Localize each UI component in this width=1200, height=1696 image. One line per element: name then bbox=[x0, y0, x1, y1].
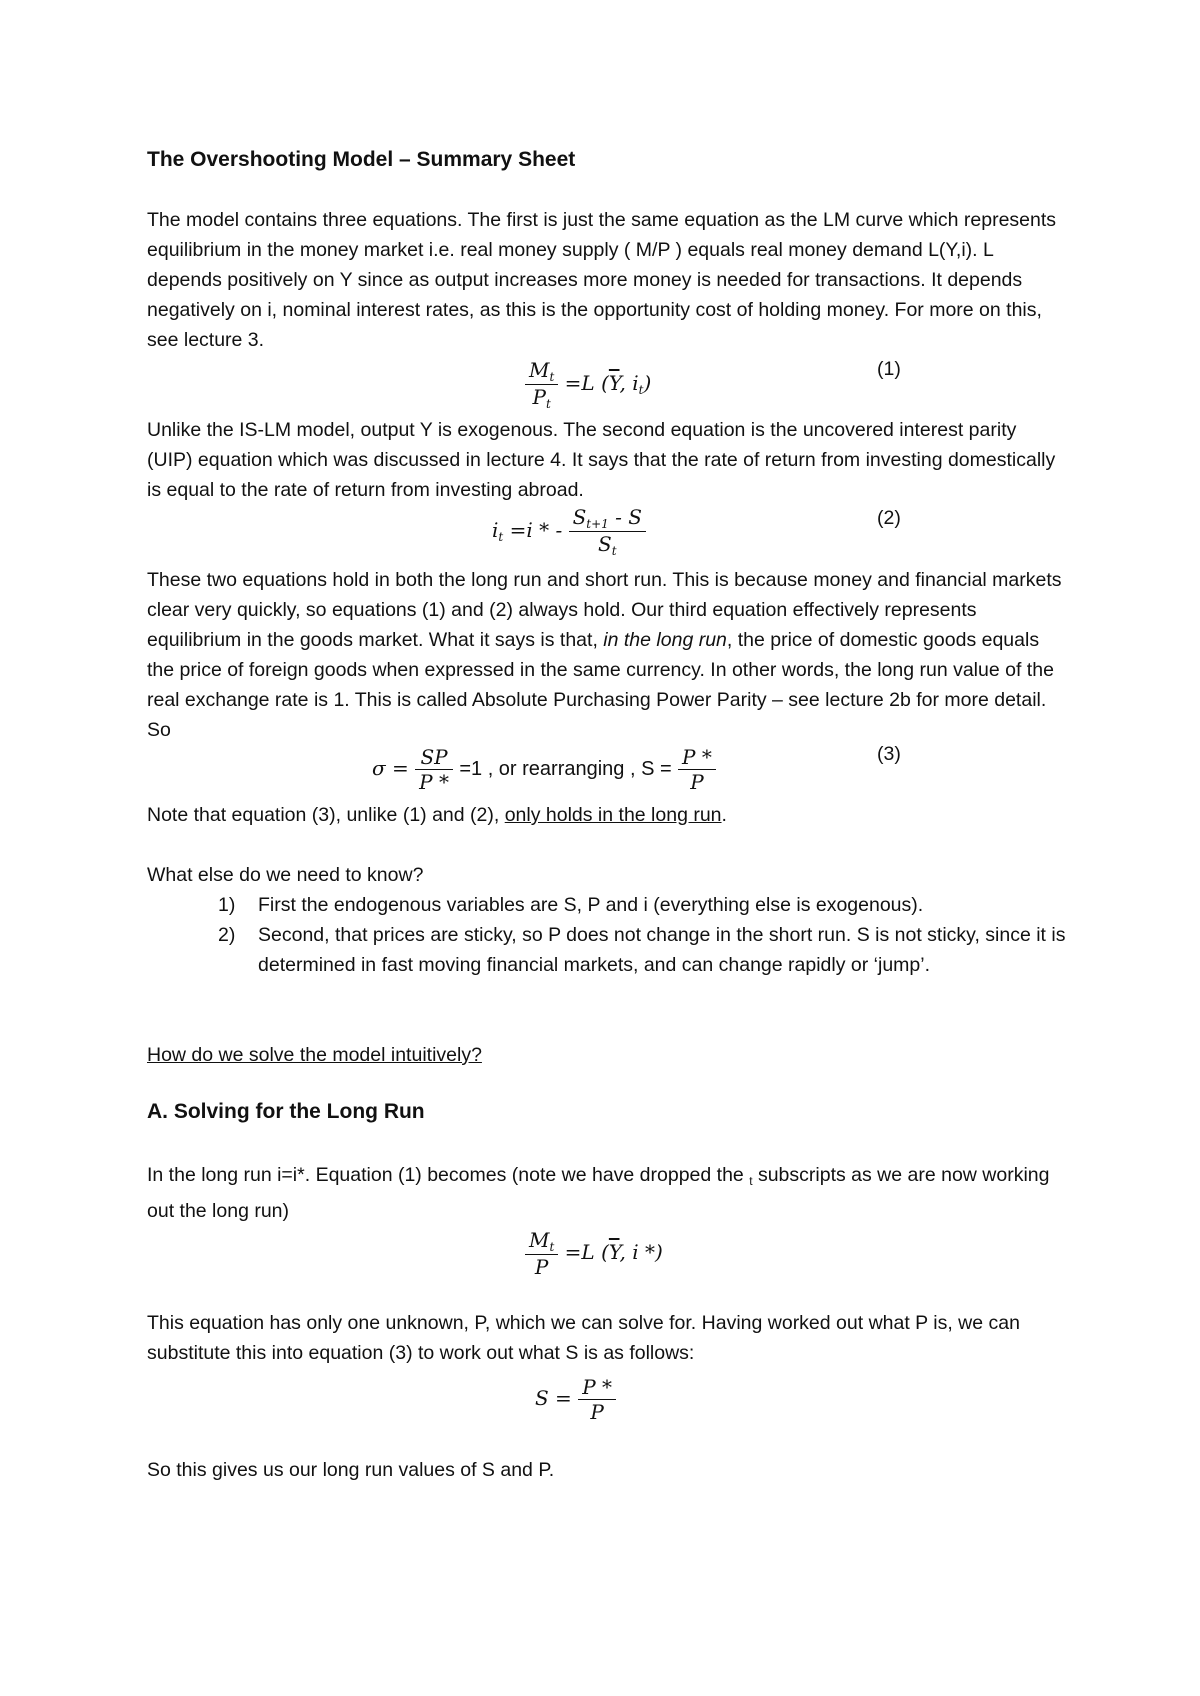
equation-3: σ = $\frac{SP}{P *}$ =1 , or rearranging , S = $\frac{P *}{P}$ bbox=[372, 745, 716, 794]
list-item: 1) First the endogenous variables are S, P and i (everything else is exogenous). bbox=[218, 894, 924, 916]
equation-1: $\frac{M_t}{P_t}$ =L ($\overline{Y}$, $i_t$) bbox=[525, 358, 651, 411]
question-paragraph: What else do we need to know? bbox=[147, 864, 424, 886]
equation-3-label: (3) bbox=[877, 743, 901, 765]
substitution-paragraph: This equation has only one unknown, P, which we can solve for. Having worked out what P is, we can substitute this into equation (3) to work out what S is as follows: bbox=[147, 1312, 1020, 1364]
eq3-fraction-1: $\frac{SP}{P *}$ bbox=[415, 745, 453, 794]
section-heading-a: A. Solving for the Long Run bbox=[147, 1100, 425, 1123]
equation-4: $\frac{M_t}{P}$ =L ($\overline{Y}$, i *) bbox=[525, 1228, 663, 1279]
eq5-fraction: $\frac{P *}{P}$ bbox=[578, 1375, 616, 1424]
list-item: 2) Second, that prices are sticky, so P does not change in the short run. S is not sticky, since it is determined in fast moving financial markets, and can change rapidly or ‘jump’. bbox=[218, 924, 1066, 976]
long-short-run-paragraph: These two equations hold in both the long run and short run. This is because money and financial markets clear very quickly, so equations (1) and (2) always hold. Our third equation effectively represents equilibrium in the goods market. What it says is that, in the long run, the price of domestic goods equals the price of foreign goods when expressed in the same currency. In other words, the long run value of the real exchange rate is 1. This is called Absolute Purchasing Power Parity – see lecture 2b for more detail. So bbox=[147, 569, 1062, 741]
intro-paragraph: The model contains three equations. The first is just the same equation as the LM curve which represents equilibrium in the money market i.e. real money supply ( M/P ) equals real money demand L(Y,i). L depends positively on Y since as output increases more money is needed for transactions. It depends negatively on i, nominal interest rates, as this is the opportunity cost of holding money. For more on this, see lecture 3. bbox=[147, 209, 1057, 351]
numbered-list bbox=[218, 890, 1078, 980]
equation-2: $i_t =i$ * - $\frac{S_{t+1} - S}{S_t}$ bbox=[492, 505, 646, 558]
eq3-fraction-2: $\frac{P *}{P}$ bbox=[678, 745, 716, 794]
eq4-fraction: $\frac{M_t}{P}$ bbox=[525, 1228, 558, 1279]
equation-2-label: (2) bbox=[877, 507, 901, 529]
solve-question: How do we solve the model intuitively? bbox=[147, 1044, 482, 1066]
long-run-paragraph: In the long run i=i*. Equation (1) becomes (note we have dropped the $_t$ subscripts as we are now working out the long run) bbox=[147, 1164, 1050, 1222]
document-title: The Overshooting Model – Summary Sheet bbox=[147, 148, 576, 171]
conclusion-paragraph: So this gives us our long run values of S and P. bbox=[147, 1459, 555, 1481]
equation-1-label: (1) bbox=[877, 358, 901, 380]
note-paragraph: Note that equation (3), unlike (1) and (2), only holds in the long run. bbox=[147, 804, 727, 826]
eq2-fraction: $\frac{S_{t+1} - S}{S_t}$ bbox=[569, 505, 646, 558]
uip-paragraph: Unlike the IS-LM model, output Y is exogenous. The second equation is the uncovered interest parity (UIP) equation which was discussed in lecture 4. It says that the rate of return from investing domestically is equal to the rate of return from investing abroad. bbox=[147, 419, 1056, 501]
eq1-fraction: $\frac{M_t}{P_t}$ bbox=[525, 358, 558, 411]
equation-5: S = $\frac{P *}{P}$ bbox=[535, 1375, 616, 1424]
